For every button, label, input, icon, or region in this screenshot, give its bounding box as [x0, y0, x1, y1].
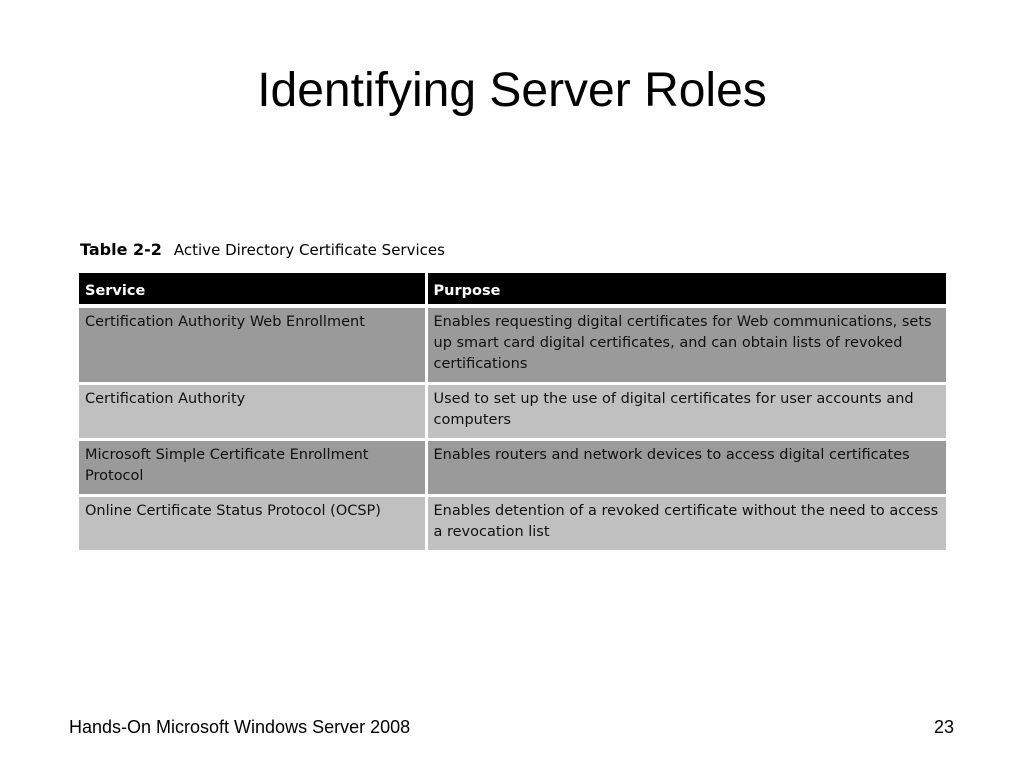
table-caption — [80, 239, 445, 261]
table-caption-number: Table 2-2 — [80, 240, 162, 259]
column-header-service: Service — [79, 273, 426, 306]
table-header-row — [79, 273, 946, 306]
footer-course-title: Hands-On Microsoft Windows Server 2008 — [69, 717, 411, 737]
service-cell: Certification Authority Web Enrollment — [79, 306, 426, 384]
column-header-purpose: Purpose — [426, 273, 946, 306]
service-cell: Certification Authority — [79, 384, 426, 440]
slide-page-number: 23 — [933, 717, 954, 737]
service-cell: Microsoft Simple Certificate Enrollment Protocol — [79, 440, 426, 496]
table-row — [79, 384, 946, 440]
table-row — [79, 440, 946, 496]
purpose-cell: Used to set up the use of digital certificates for user accounts and computers — [426, 384, 946, 440]
purpose-cell: Enables requesting digital certificates for Web communications, sets up smart card digital certificates, and can obtain lists of revoked certifications — [426, 306, 946, 384]
purpose-cell: Enables detention of a revoked certificate without the need to access a revocation list — [426, 496, 946, 552]
services-table — [79, 273, 946, 553]
service-cell: Online Certificate Status Protocol (OCSP) — [79, 496, 426, 552]
purpose-cell: Enables routers and network devices to access digital certificates — [426, 440, 946, 496]
table-row — [79, 306, 946, 384]
table-row — [79, 496, 946, 552]
slide-title: Identifying Server Roles — [257, 64, 767, 117]
table-caption-title: Active Directory Certificate Services — [173, 241, 445, 259]
